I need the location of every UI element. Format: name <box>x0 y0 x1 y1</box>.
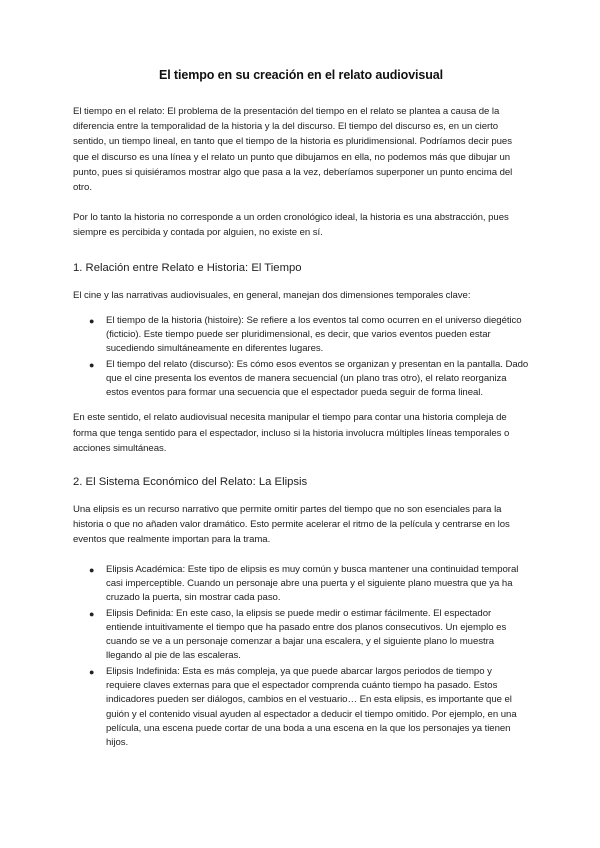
section-2-list <box>73 563 529 750</box>
bullet-icon: ● <box>89 667 95 678</box>
list-item <box>73 665 529 750</box>
list-item <box>73 314 529 356</box>
list-item-text: Elipsis Académica: Este tipo de elipsis es muy común y busca mantener una continuidad temporal casi imperceptible. Cuando un personaje abre una puerta y el siguiente plano muestra que ya ha cruzado la puerta, sin mostrar cada paso. <box>106 563 519 603</box>
list-item-text: Elipsis Definida: En este caso, la elipsis se puede medir o estimar fácilmente. El espectador entiende intuitivamente el tiempo que ha pasado entre dos planos consecutivos. Un ejemplo es cuando se ve a un personaje comenzar a bajar una escalera, y el siguiente plano lo muestra llegando al pie de las escaleras. <box>106 607 507 662</box>
section-1-closing: En este sentido, el relato audiovisual necesita manipular el tiempo para contar una historia compleja de forma que tenga sentido para el espectador, incluso si la historia involucra múltiples líneas temporales o acciones simultáneas. <box>73 412 510 454</box>
bullet-icon: ● <box>89 360 95 371</box>
section-1-heading: 1. Relación entre Relato e Historia: El Tiempo <box>73 261 302 274</box>
list-item <box>73 358 529 400</box>
document-title: El tiempo en su creación en el relato audiovisual <box>158 68 444 82</box>
intro-paragraph: El tiempo en el relato: El problema de la presentación del tiempo en el relato se plantea a causa de la diferencia entre la temporalidad de la historia y la del discurso. El tiempo del discurso es, en un cierto sentido, un tiempo lineal, en tanto que el tiempo de la historia es pluridimensional. Podríamos decir pues que el discurso es una línea y el relato un punto que dibujamos en ella, no podemos más que dibujar un punto, pues si quisiéramos mostrar algo que pasa a la vez, deberíamos superponer un punto encima del otro. <box>73 106 513 194</box>
intro-paragraph: Por lo tanto la historia no corresponde a un orden cronológico ideal, la historia es una abstracción, pues siempre es percibida y contada por alguien, no existe en sí. <box>73 212 509 239</box>
section-1-lead: El cine y las narrativas audiovisuales, en general, manejan dos dimensiones temporales clave: <box>73 289 471 301</box>
section-2-heading: 2. El Sistema Económico del Relato: La Elipsis <box>73 476 308 488</box>
section-2-lead: Una elipsis es un recurso narrativo que permite omitir partes del tiempo que no son esenciales para la historia o que no añaden valor dramático. Esto permite acelerar el ritmo de la película y centrarse en los eventos que realmente importan para la trama. <box>73 504 510 546</box>
list-item-text: El tiempo de la historia (histoire): Se refiere a los eventos tal como ocurren en el universo diegético (ficticio). Este tiempo puede ser pluridimensional, es decir, que varios eventos pueden estar sucediendo simultáneamente en diferentes lugares. <box>106 314 522 355</box>
list-item <box>73 563 529 605</box>
list-item <box>73 607 529 663</box>
document-page <box>73 68 529 760</box>
list-item-text: Elipsis Indefinida: Esta es más compleja, ya que puede abarcar largos periodos de tiempo y requiere claves externas para que el espectador comprenda cuánto tiempo ha pasado. Estos indicadores pueden ser diálogos, cambios en el vestuario… En esta elipsis, es importante que el guión y el contenido visual ayuden al espectador a deducir el tiempo omitido. Por ejemplo, en una película, una escena puede cortar de una boda a una escena en la que los personajes ya tienen hijos. <box>106 666 517 748</box>
section-1-list <box>73 314 529 401</box>
bullet-icon: ● <box>89 315 95 326</box>
list-item-text: El tiempo del relato (discurso): Es cómo esos eventos se organizan y presentan en la pantalla. Dado que el cine presenta los eventos de manera secuencial (un plano tras otro), el relato reorganiza estos eventos para formar una secuencia que el espectador pueda seguir de forma lineal. <box>106 359 529 399</box>
bullet-icon: ● <box>89 608 95 619</box>
bullet-icon: ● <box>89 564 95 575</box>
